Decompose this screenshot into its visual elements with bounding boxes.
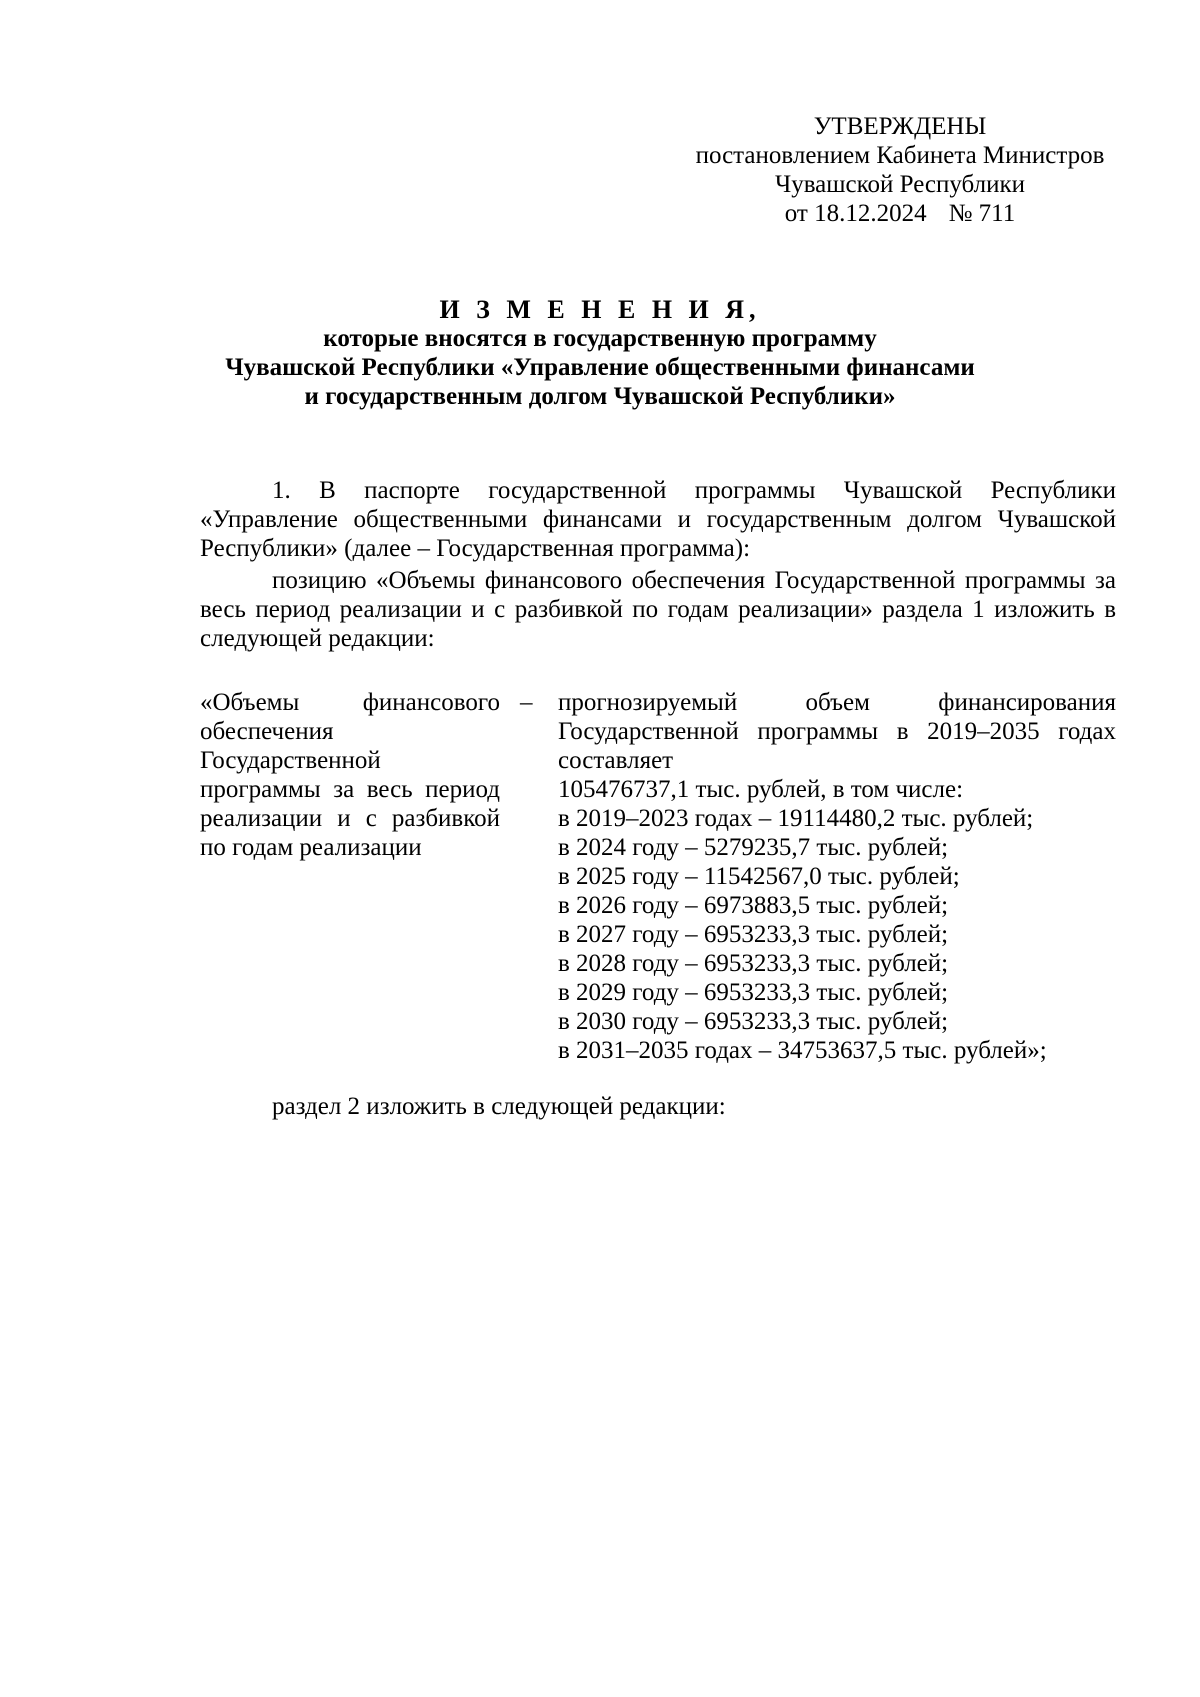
approval-date: от 18.12.2024 <box>784 200 927 227</box>
paragraph-1 <box>200 476 1116 563</box>
passport-row: в 2026 году – 6973883,5 тыс. рублей; <box>558 892 949 919</box>
passport-dash: – <box>520 689 533 716</box>
passport-left-label: «Объемы финансового обеспечения Государственной программы за весь период реализации и с разбивкой по годам реализации <box>200 689 500 861</box>
passport-total: 105476737,1 тыс. рублей, в том числе: <box>558 776 964 803</box>
passport-row: в 2019–2023 годах – 19114480,2 тыс. рублей; <box>558 805 1034 832</box>
passport-row: в 2028 году – 6953233,3 тыс. рублей; <box>558 950 949 977</box>
passport-row: в 2027 году – 6953233,3 тыс. рублей; <box>558 921 949 948</box>
final-paragraph: раздел 2 изложить в следующей редакции: <box>272 1093 726 1120</box>
paragraph-1-text: 1. В паспорте государственной программы Чувашской Республики «Управление общественными финансами и государственным долгом Чувашской Республики» (далее – Государственная программа): <box>200 477 1116 562</box>
document-title <box>200 295 1000 411</box>
approval-stamp <box>680 112 1120 228</box>
title-main: И З М Е Н Е Н И Я, <box>439 295 761 324</box>
approval-heading: УТВЕРЖДЕНЫ <box>813 113 987 140</box>
passport-row: в 2031–2035 годах – 34753637,5 тыс. рублей»; <box>558 1037 1047 1064</box>
passport-row: в 2025 году – 11542567,0 тыс. рублей; <box>558 863 960 890</box>
approval-authority: постановлением Кабинета Министров <box>695 142 1105 169</box>
approval-number: № 711 <box>948 200 1016 227</box>
passport-right-value <box>558 688 1116 1065</box>
passport-row: в 2030 году – 6953233,3 тыс. рублей; <box>558 1008 949 1035</box>
passport-row: в 2024 году – 5279235,7 тыс. рублей; <box>558 834 949 861</box>
approval-date-line <box>680 199 1120 228</box>
passport-row: в 2029 году – 6953233,3 тыс. рублей; <box>558 979 949 1006</box>
paragraph-2-text: позицию «Объемы финансового обеспечения Государственной программы за весь период реализации и с разбивкой по годам реализации» раздела 1 изложить в следующей редакции: <box>200 567 1116 652</box>
title-line-3: и государственным долгом Чувашской Республики» <box>304 383 896 410</box>
title-line-2: Чувашской Республики «Управление общественными финансами <box>225 354 975 381</box>
title-line-1: которые вносятся в государственную программу <box>323 325 877 352</box>
approval-republic: Чувашской Республики <box>774 171 1026 198</box>
paragraph-2 <box>200 566 1116 653</box>
passport-lead: прогнозируемый объем финансирования Государственной программы в 2019–2035 годах составляет <box>558 689 1116 774</box>
